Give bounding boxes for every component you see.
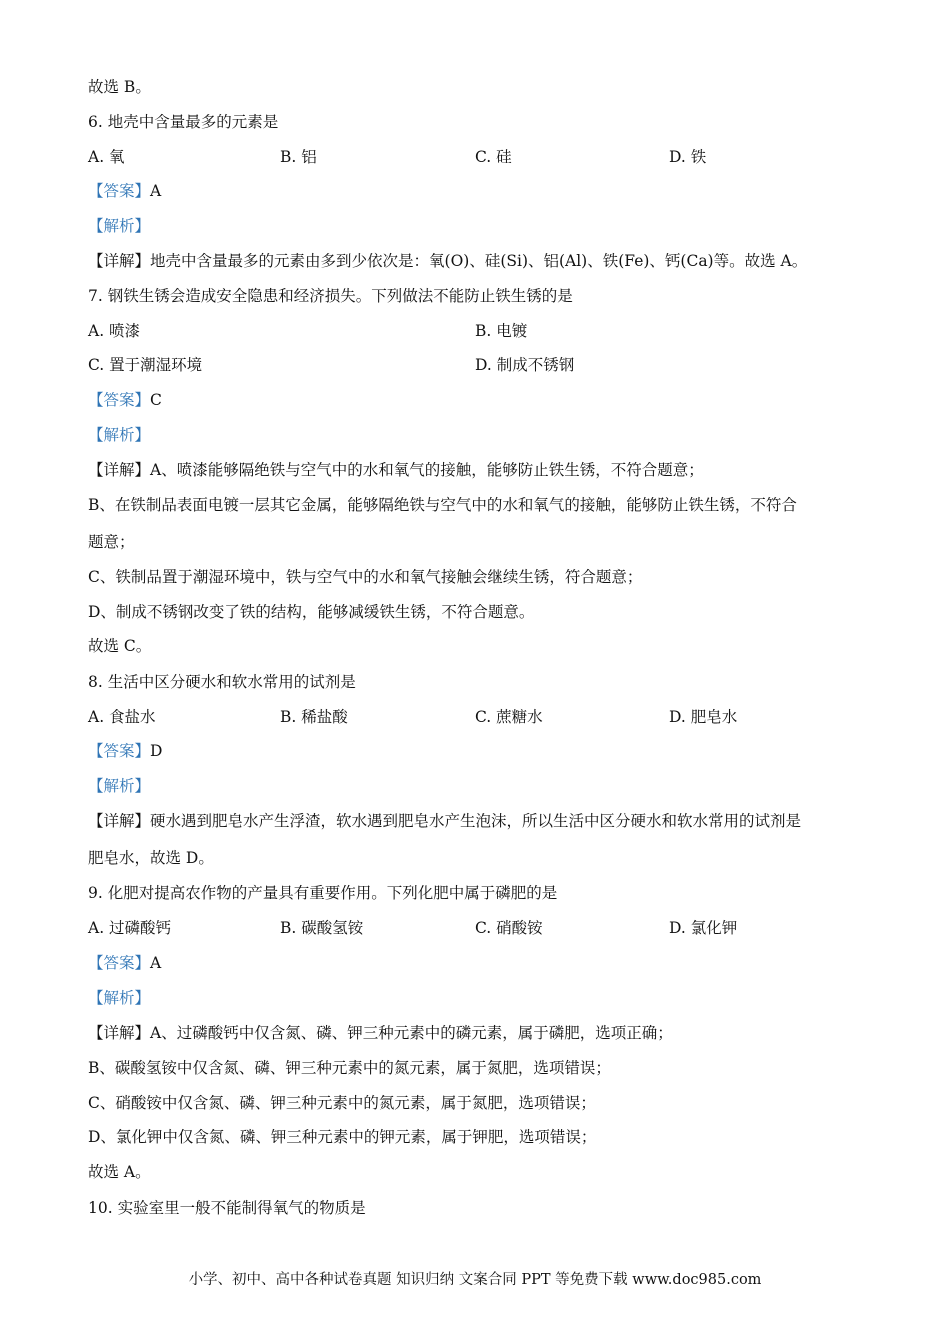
- question-8: 8. 生活中区分硬水和软水常用的试剂是: [88, 673, 356, 691]
- detail-tag: 【详解】: [88, 461, 151, 479]
- page-footer: 小学、初中、高中各种试卷真题 知识归纳 文案合同 PPT 等免费下载 www.doc985.com: [188, 1272, 762, 1288]
- q9-conclusion: 故选 A。: [88, 1163, 151, 1181]
- q8-option-b: B. 稀盐酸: [280, 708, 348, 726]
- q6-option-a: A. 氧: [88, 148, 125, 166]
- q8-answer: [88, 741, 162, 761]
- q7-option-b: B. 电镀: [475, 322, 528, 340]
- question-9: 9. 化肥对提高农作物的产量具有重要作用。下列化肥中属于磷肥的是: [88, 884, 558, 902]
- q9-option-a: A. 过磷酸钙: [88, 919, 172, 937]
- q8-option-d: D. 肥皂水: [669, 708, 738, 726]
- q7-option-d: D. 制成不锈钢: [475, 356, 575, 374]
- q6-option-d: D. 铁: [669, 148, 707, 166]
- answer-value: A: [150, 182, 162, 200]
- q8-option-c: C. 蔗糖水: [475, 708, 543, 726]
- q9-answer: [88, 953, 161, 973]
- q7-detail-b-cont: 题意；: [88, 533, 135, 551]
- detail-text: A、喷漆能够隔绝铁与空气中的水和氧气的接触，能够防止铁生锈，不符合题意；: [150, 461, 704, 479]
- q6-option-c: C. 硅: [475, 148, 512, 166]
- q7-answer: [88, 390, 162, 410]
- question-7: 7. 钢铁生锈会造成安全隐患和经济损失。下列做法不能防止铁生锈的是: [88, 287, 573, 305]
- q7-detail: [88, 460, 704, 480]
- q8-option-a: A. 食盐水: [88, 708, 156, 726]
- q8-analysis-tag: 【解析】: [88, 777, 151, 795]
- q6-answer: [88, 181, 161, 201]
- detail-text: 地壳中含量最多的元素由多到少依次是：氧(O)、硅(Si)、铝(Al)、铁(Fe)、钙(Ca)等。故选 A。: [150, 252, 808, 270]
- detail-tag: 【详解】: [88, 1024, 151, 1042]
- q7-detail-d: D、制成不锈钢改变了铁的结构，能够减缓铁生锈，不符合题意。: [88, 603, 535, 621]
- answer-value: D: [150, 742, 163, 760]
- q7-detail-c: C、铁制品置于潮湿环境中，铁与空气中的水和氧气接触会继续生锈，符合题意；: [88, 568, 643, 586]
- detail-tag: 【详解】: [88, 812, 151, 830]
- q6-analysis-tag: 【解析】: [88, 217, 151, 235]
- q9-option-d: D. 氯化钾: [669, 919, 738, 937]
- detail-text: 硬水遇到肥皂水产生浮渣，软水遇到肥皂水产生泡沫，所以生活中区分硬水和软水常用的试剂是: [150, 812, 802, 830]
- q8-detail-cont: 肥皂水，故选 D。: [88, 849, 214, 867]
- q9-detail-d: D、氯化钾中仅含氮、磷、钾三种元素中的钾元素，属于钾肥，选项错误；: [88, 1128, 597, 1146]
- q7-conclusion: 故选 C。: [88, 637, 152, 655]
- detail-text: A、过磷酸钙中仅含氮、磷、钾三种元素中的磷元素，属于磷肥，选项正确；: [150, 1024, 673, 1042]
- q7-detail-b: B、在铁制品表面电镀一层其它金属，能够隔绝铁与空气中的水和氧气的接触，能够防止铁生锈，不符合: [88, 496, 797, 514]
- q9-detail: [88, 1023, 673, 1043]
- answer-value: C: [150, 391, 162, 409]
- q6-option-b: B. 铝: [280, 148, 317, 166]
- q9-option-b: B. 碳酸氢铵: [280, 919, 364, 937]
- question-6: 6. 地壳中含量最多的元素是: [88, 113, 279, 131]
- detail-tag: 【详解】: [88, 252, 151, 270]
- q9-option-c: C. 硝酸铵: [475, 919, 543, 937]
- prev-conclusion: 故选 B。: [88, 78, 151, 96]
- q6-detail: [88, 251, 807, 271]
- answer-tag: 【答案】: [88, 742, 151, 760]
- q7-option-c: C. 置于潮湿环境: [88, 356, 203, 374]
- answer-tag: 【答案】: [88, 391, 151, 409]
- answer-tag: 【答案】: [88, 954, 151, 972]
- q9-analysis-tag: 【解析】: [88, 989, 151, 1007]
- answer-value: A: [150, 954, 162, 972]
- q8-detail: [88, 811, 801, 831]
- question-10: 10. 实验室里一般不能制得氧气的物质是: [88, 1199, 366, 1217]
- q7-option-a: A. 喷漆: [88, 322, 141, 340]
- answer-tag: 【答案】: [88, 182, 151, 200]
- q7-analysis-tag: 【解析】: [88, 426, 151, 444]
- q9-detail-b: B、碳酸氢铵中仅含氮、磷、钾三种元素中的氮元素，属于氮肥，选项错误；: [88, 1059, 611, 1077]
- q9-detail-c: C、硝酸铵中仅含氮、磷、钾三种元素中的氮元素，属于氮肥，选项错误；: [88, 1094, 596, 1112]
